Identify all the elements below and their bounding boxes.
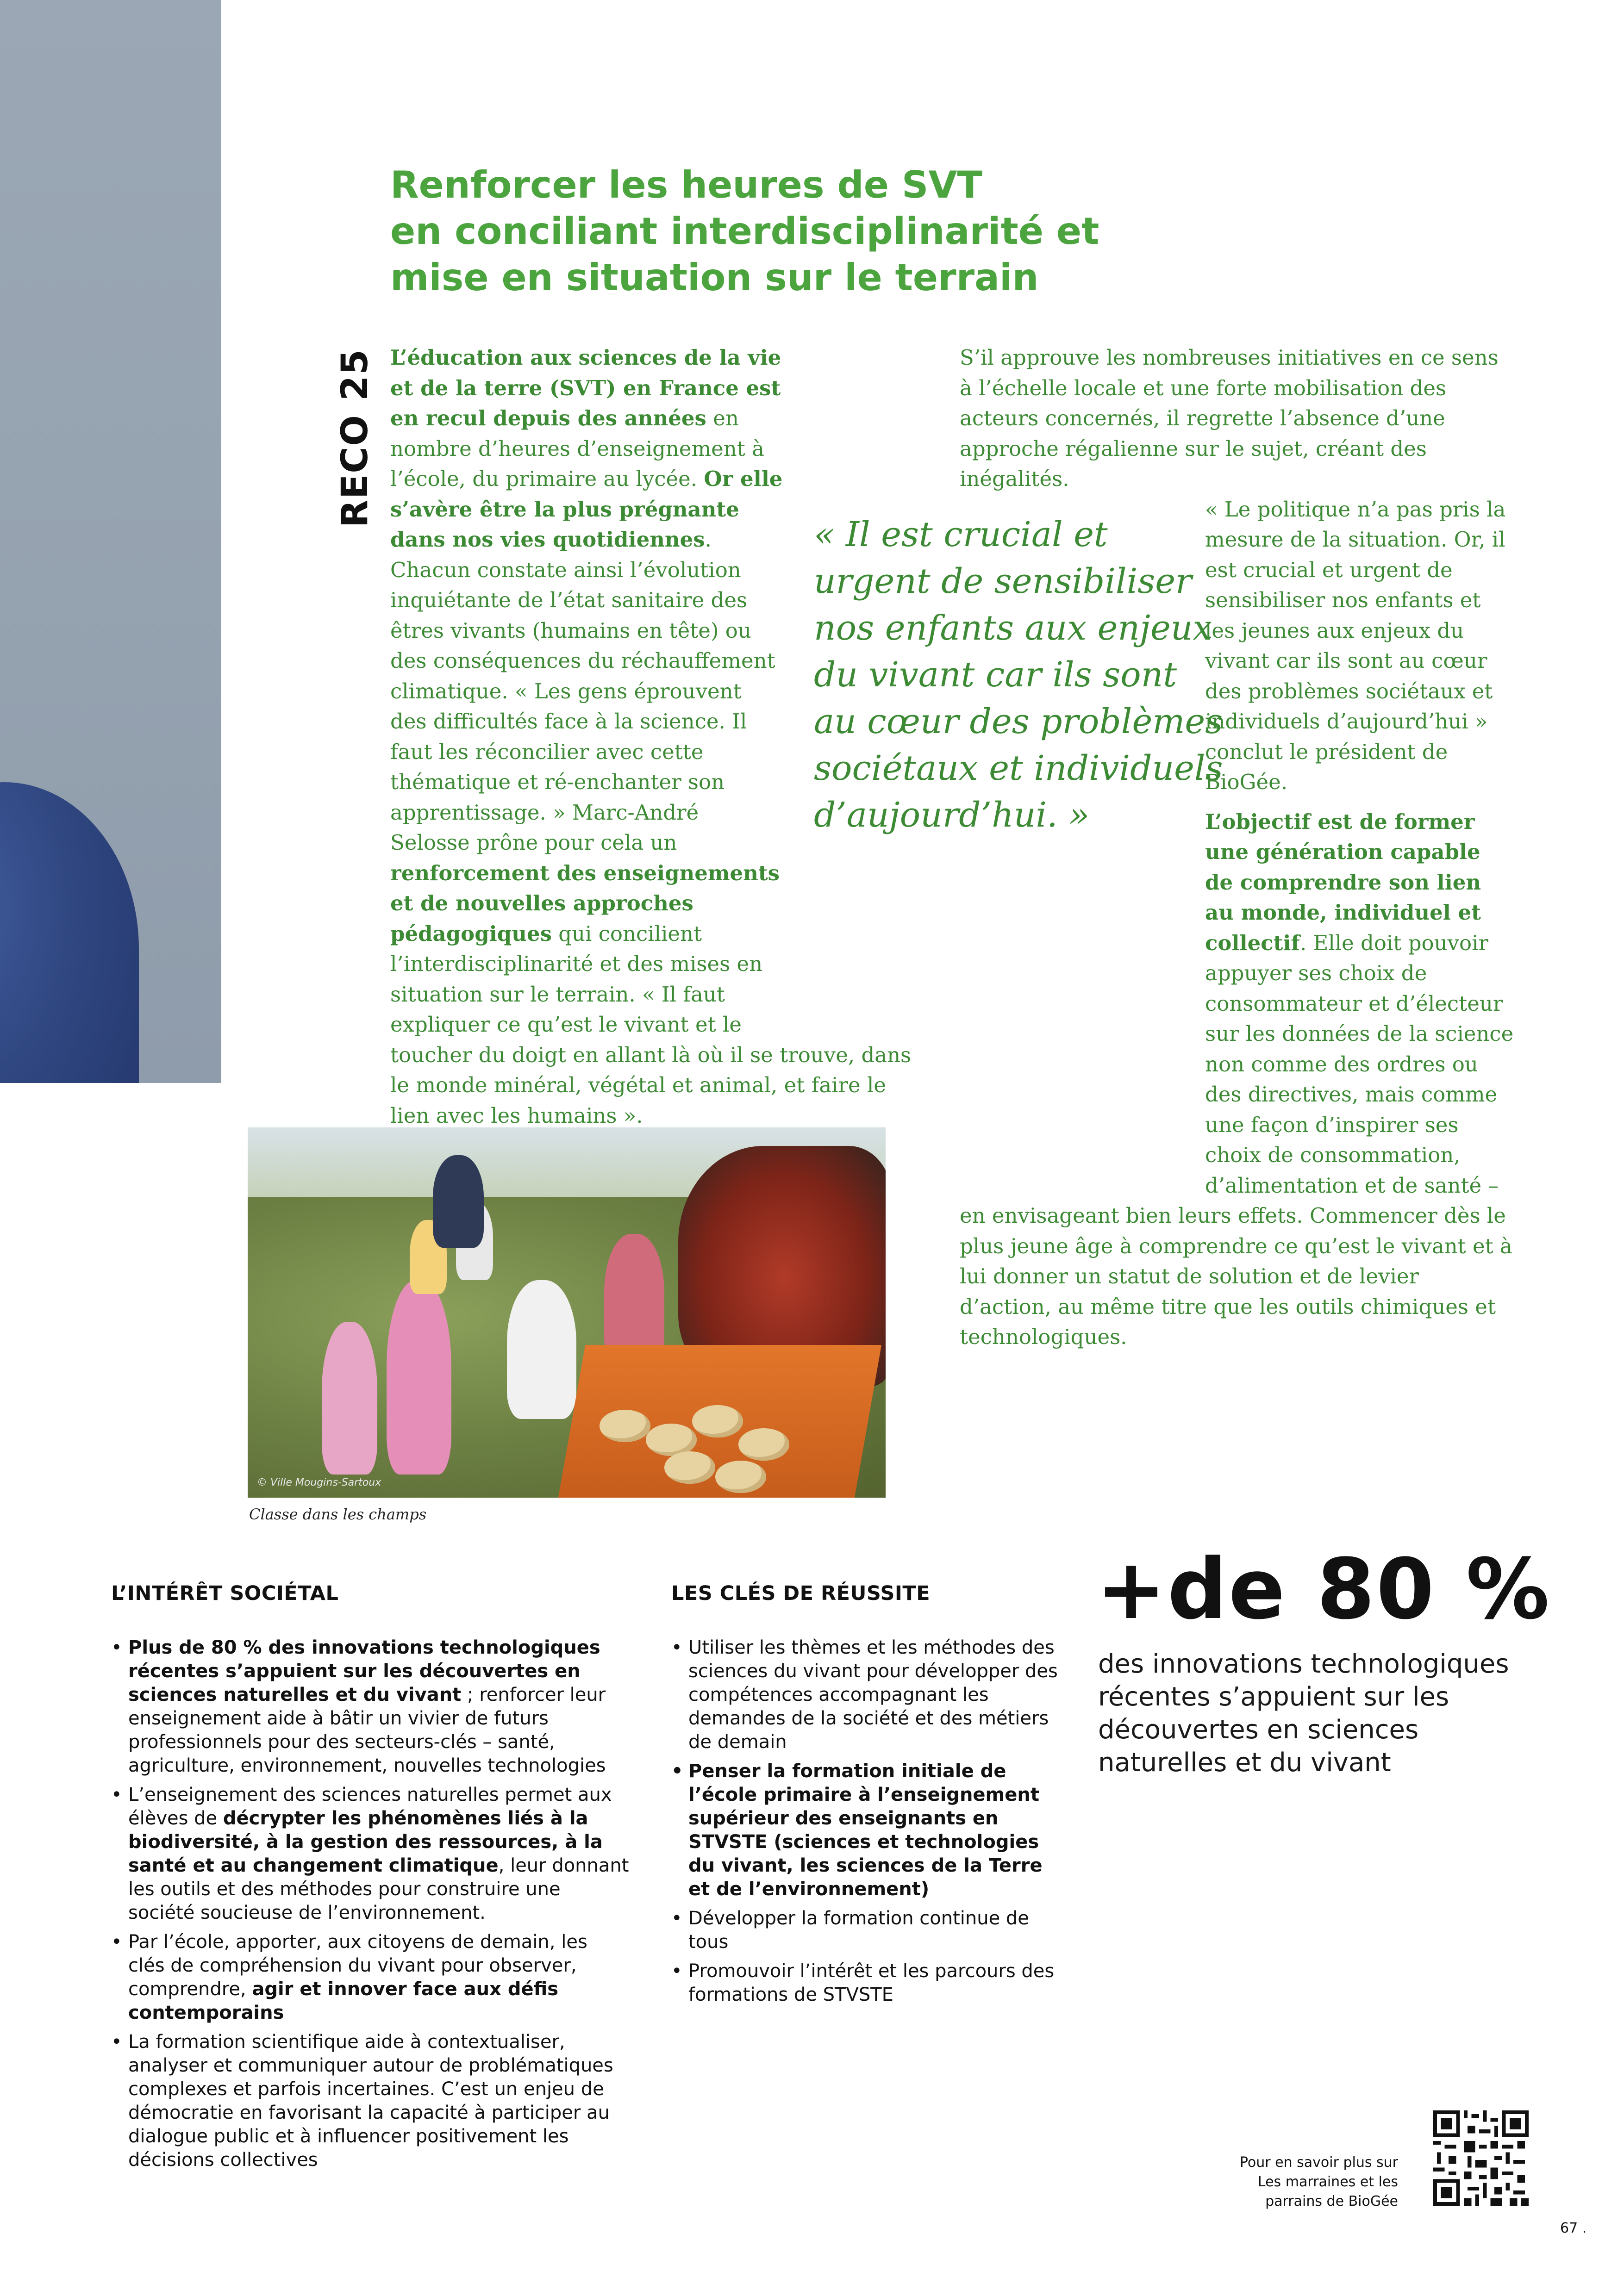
interet-list [111,1636,630,2178]
quote-line: urgent de sensibiliser [814,561,1192,601]
quote-line: « Il est crucial et [814,515,1108,554]
title-line-2: en conciliant interdisciplinarité et [390,210,1099,253]
quote-line: d’aujourd’hui. » [814,795,1090,835]
article-paragraph-right-2: « Le politique n’a pas pris la mesure de la situation. Or, il est crucial et urgent de sensibiliser nos enfants et les jeunes aux enjeux du vivant car ils sont au cœur des problèmes sociétaux et individuels d’aujourd’hui » conclut le président de BioGée. [1205,497,1506,794]
child [604,1234,664,1363]
list-item: • Utiliser les thèmes et les méthodes des sciences du vivant pour développer des compétences accompagnant les demandes de la société et des métiers de demain [671,1636,1069,1754]
quote-line: au cœur des problèmes [814,702,1223,741]
interet-title: L’INTÉRÊT SOCIÉTAL [111,1582,339,1605]
quote-line: nos enfants aux enjeux [814,608,1212,648]
title-line-1: Renforcer les heures de SVT [390,163,982,206]
field-class-photo [248,1127,886,1498]
title-line-3: mise en situation sur le terrain [390,256,1039,299]
child [322,1322,377,1475]
child [387,1280,451,1475]
photo-caption: Classe dans les champs [249,1506,427,1523]
qr-code-icon[interactable] [1433,2110,1529,2206]
list-item: • Plus de 80 % des innovations technologiques récentes s’appuient sur les découvertes en sciences naturelles et du vivant ; renforcer leur enseignement aide à bâtir un vivier de futurs professionnels pour des secteurs-clés – santé, agriculture, environnement, nouvelles technologies [111,1636,630,1778]
stat-value: +de 80 % [1096,1541,1551,1638]
article-paragraph-left: L’éducation aux sciences de la vie et de la terre (SVT) en France est en recul depuis des années en nombre d’heures d’enseignement à l’école, du primaire au lycée. Or elle s’avère être la plus prégnante dans nos vies quotidiennes. Chacun constate ainsi l’évolution inquiétante de l’état sanitaire des êtres vivants (humains en tête) ou des conséquences du réchauffement climatique. « Les gens éprouvent des difficultés face à la science. Il faut les réconcilier avec cette thématique et ré-enchanter son apprentissage. » Marc-André Selosse prône pour cela un renforcement des enseignements et de nouvelles approches pédagogiques qui concilient l’interdisciplinarité et des mises en situation sur le terrain. « Il faut expliquer ce qu’est le vivant et le toucher du doigt en allant là où il se trouve, dans le monde minéral, végétal et animal, et faire le lien avec les humains ». [390,345,912,1128]
quote-line: du vivant car ils sont [814,655,1177,695]
cles-title: LES CLÉS DE RÉUSSITE [671,1582,931,1605]
list-item: • L’enseignement des sciences naturelles permet aux élèves de décrypter les phénomènes liés à la biodiversité, à la gestion des ressources, à la santé et au changement climatique, leur donnant les outils et des méthodes pour construire une société soucieuse de l’environnement. [111,1783,630,1925]
article-paragraph-right-1: S’il approuve les nombreuses initiatives en ce sens à l’échelle locale et une forte mobilisation des acteurs concernés, il regrette l’absence d’une approche régalienne sur le sujet, créant des inégalités. [960,345,1499,491]
cles-list [671,1636,1069,2012]
reco-label: RECO 25 [334,348,376,528]
list-item: • Promouvoir l’intérêt et les parcours des formations de STVSTE [671,1960,1069,2007]
article-paragraph-right-3: L’objectif est de former une génération capable de comprendre son lien au monde, individuel et collectif. Elle doit pouvoir appuyer ses choix de consommateur et d’électeur sur les données de la science non comme des ordres ou des directives, mais comme une façon d’inspirer ses choix de consommation, d’alimentation et de santé – en envisageant bien leurs effets. Commencer dès le plus jeune âge à comprendre ce qu’est le vivant et à lui donner un statut de solution et de levier d’action, au même titre que les outils chimiques et technologiques. [960,809,1514,1349]
portrait-photo [0,0,221,1083]
list-item: • Penser la formation initiale de l’école primaire à l’enseignement supérieur des enseignants en STVSTE (sciences et technologies du vivant, les sciences de la Terre et de l’environnement) [671,1760,1069,1901]
photo-credit: © Ville Mougins-Sartoux [257,1477,381,1488]
child [507,1280,576,1419]
quote-line: sociétaux et individuels [814,748,1223,788]
list-item: • La formation scientifique aide à contextualiser, analyser et communiquer autour de problématiques complexes et parfois incertaines. C’est un enjeu de démocratie en favorisant la capacité à participer au dialogue public et à influencer positivement les décisions collectives [111,2030,630,2172]
qr-note: Pour en savoir plus sur Les marraines et les parrains de BioGée [1239,2154,1398,2209]
pull-quote [814,511,1223,839]
page-number: 67 . [1560,2220,1587,2236]
list-item: • Développer la formation continue de tous [671,1907,1069,1954]
portrait-shoulder [0,782,139,1083]
stat-description: des innovations technologiques récentes s’appuient sur les découvertes en sciences naturelles et du vivant [1098,1649,1509,1778]
article-column-right [960,342,1515,1352]
page-title [390,162,1270,301]
list-item: • Par l’école, apporter, aux citoyens de demain, les clés de compréhension du vivant pour observer, comprendre, agir et innover face aux défis contemporains [111,1930,630,2025]
adult [433,1155,484,1248]
